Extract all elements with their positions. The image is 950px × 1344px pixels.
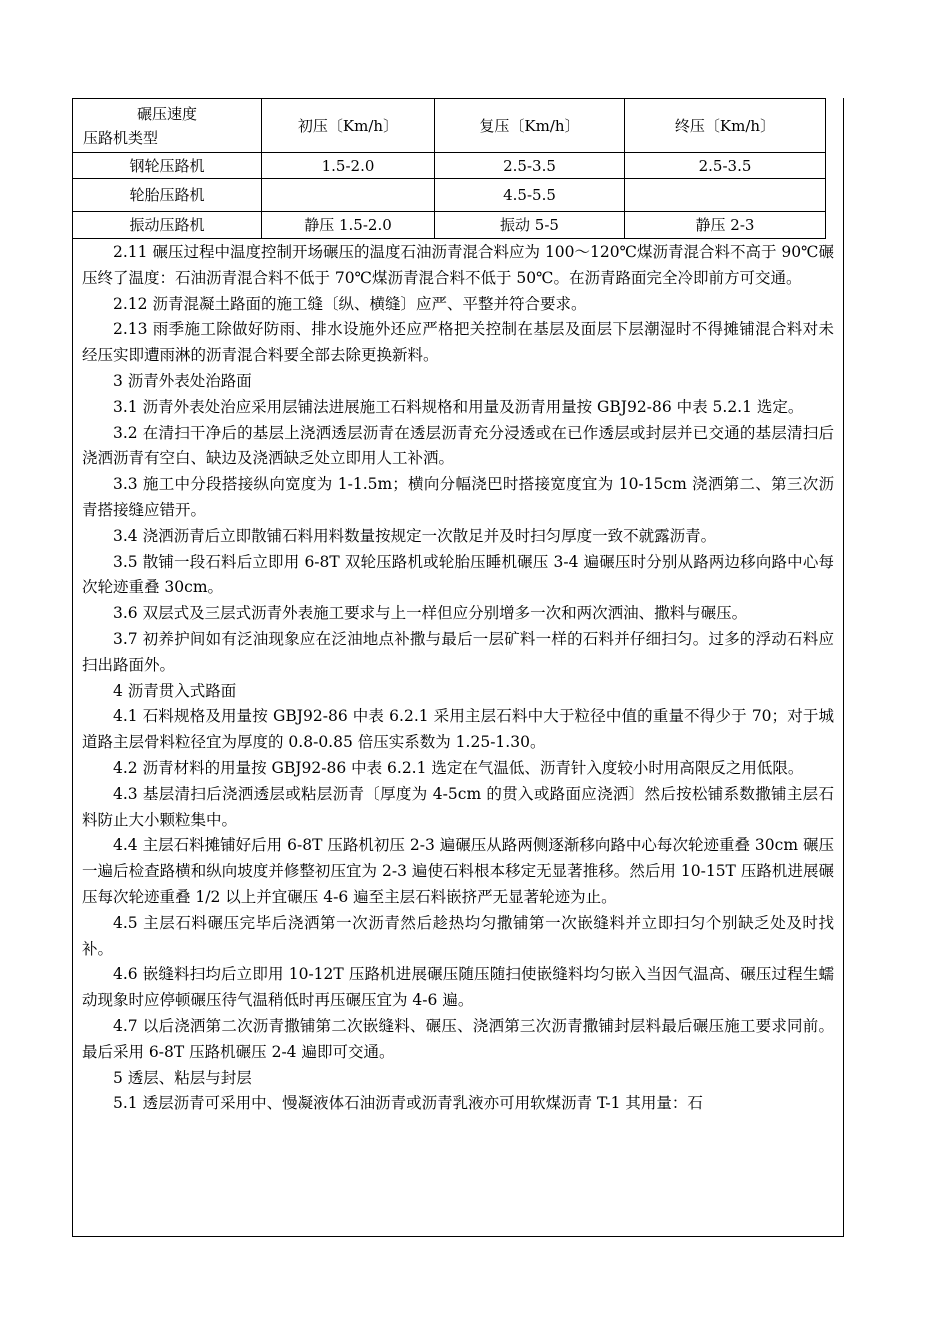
paragraph-4-1: 4.1 石料规格及用量按 GBJ92-86 中表 6.2.1 采用主层石料中大于粒径中值的重量不得少于 70；对于城道路主层骨料粒径宜为厚度的 0.8-0.85 倍压实系数为 1.25-1.30。: [82, 707, 834, 752]
table-cell: 2.5-3.5: [435, 153, 625, 179]
paragraph-2-13: 2.13 雨季施工除做好防雨、排水设施外还应严格把关控制在基层及面层下层潮湿时不得摊铺混合料对未经压实即遭雨淋的沥青混合料要全部去除更换新料。: [82, 320, 834, 365]
roller-speed-table: [72, 98, 826, 239]
paragraph-2-12: 2.12 沥青混凝土路面的施工缝〔纵、横缝〕应严、平整并符合要求。: [113, 294, 587, 313]
diagonal-header-cell: [73, 99, 262, 153]
paragraph-4-4: 4.4 主层石料摊铺好后用 6-8T 压路机初压 2-3 遍碾压从路两侧逐渐移向路中心每次轮迹重叠 30cm 碾压一遍后检查路横和纵向坡度并修整初压宜为 2-3 遍使石料根本移定无显著推移。然后用 10-15T 压路机进展碾压每次轮迹重叠 1/2 以上并宜碾压 4-6 遍至主层石料嵌挤严无显著轮迹为止。: [82, 836, 834, 906]
table-cell: 静压 2-3: [625, 212, 826, 239]
header-final-pressure: 终压〔Km/h〕: [625, 99, 826, 153]
table-cell: 4.5-5.5: [435, 179, 625, 212]
table-cell: 静压 1.5-2.0: [262, 212, 435, 239]
table-cell: [262, 179, 435, 212]
paragraph-3-2: 3.2 在清扫干净后的基层上浇洒透层沥青在透层沥青充分浸透或在已作透层或封层并已交通的基层清扫后浇洒沥青有空白、缺边及浇洒缺乏处立即用人工补洒。: [82, 423, 834, 468]
header-speed-label: 碾压速度: [136, 105, 197, 123]
paragraph-3-7: 3.7 初养护间如有泛油现象应在泛油地点补撒与最后一层矿料一样的石料并仔细扫匀。过多的浮动石料应扫出路面外。: [82, 629, 834, 674]
header-repeat-pressure: 复压〔Km/h〕: [435, 99, 625, 153]
paragraph-3-6: 3.6 双层式及三层式沥青外表施工要求与上一样但应分别增多一次和两次洒油、撒料与碾压。: [113, 604, 748, 623]
paragraph-3-1: 3.1 沥青外表处治应采用层铺法进展施工石料规格和用量及沥青用量按 GBJ92-86 中表 5.2.1 选定。: [113, 397, 804, 416]
table-row: [73, 179, 826, 212]
table-row: [73, 153, 826, 179]
section-heading-3: 3 沥青外表处治路面: [113, 371, 252, 390]
paragraph-4-2: 4.2 沥青材料的用量按 GBJ92-86 中表 6.2.1 选定在气温低、沥青针入度较小时用高限反之用低限。: [113, 758, 804, 777]
row-type: 轮胎压路机: [73, 179, 262, 212]
section-heading-4: 4 沥青贯入式路面: [113, 681, 237, 700]
paragraph-3-3: 3.3 施工中分段搭接纵向宽度为 1-1.5m；横向分幅浇巴时搭接宽度宜为 10-15cm 浇洒第二、第三次沥青搭接缝应错开。: [82, 475, 834, 519]
paragraph-4-7: 4.7 以后浇洒第二次沥青撒铺第二次嵌缝料、碾压、浇洒第三次沥青撒铺封层料最后碾压施工要求同前。最后采用 6-8T 压路机碾压 2-4 遍即可交通。: [82, 1016, 834, 1061]
section-heading-5: 5 透层、粘层与封层: [113, 1068, 252, 1087]
paragraph-4-5: 4.5 主层石料碾压完毕后浇洒第一次沥青然后趁热均匀撒铺第一次嵌缝料并立即扫匀个别缺乏处及时找补。: [82, 913, 834, 958]
header-initial-pressure: 初压〔Km/h〕: [262, 99, 435, 153]
header-type-label: 压路机类型: [83, 129, 159, 147]
paragraph-3-5: 3.5 散铺一段石料后立即用 6-8T 双轮压路机或轮胎压睡机碾压 3-4 遍碾压时分别从路两边移向路中心每次轮迹重叠 30cm。: [82, 552, 834, 597]
table-cell: 振动 5-5: [435, 212, 625, 239]
table-cell: [625, 179, 826, 212]
paragraph-2-11: 2.11 碾压过程中温度控制开场碾压的温度石油沥青混合料应为 100～120℃煤沥青混合料不高于 90℃碾压终了温度：石油沥青混合料不低于 70℃煤沥青混合料不低于 50℃。在沥青路面完全冷即前方可交通。: [82, 243, 834, 287]
table-header-row: [73, 99, 826, 153]
row-type: 振动压路机: [73, 212, 262, 239]
paragraph-4-6: 4.6 嵌缝料扫均后立即用 10-12T 压路机进展碾压随压随扫使嵌缝料均匀嵌入当因气温高、碾压过程生蠕动现象时应停顿碾压待气温稍低时再压碾压宜为 4-6 遍。: [82, 965, 834, 1010]
body-text: [82, 240, 834, 1117]
paragraph-5-1: 5.1 透层沥青可采用中、慢凝液体石油沥青或沥青乳液亦可用软煤沥青 T-1 其用量：石: [113, 1094, 703, 1113]
paragraph-3-4: 3.4 浇洒沥青后立即散铺石料用料数量按规定一次散足并及时扫匀厚度一致不就露沥青。: [113, 526, 717, 545]
table-cell: 2.5-3.5: [625, 153, 826, 179]
row-type: 钢轮压路机: [73, 153, 262, 179]
paragraph-4-3: 4.3 基层清扫后浇洒透层或粘层沥青〔厚度为 4-5cm 的贯入或路面应浇洒〕然后按松铺系数撒铺主层石料防止大小颗粒集中。: [82, 784, 834, 829]
table-row: [73, 212, 826, 239]
table-cell: 1.5-2.0: [262, 153, 435, 179]
